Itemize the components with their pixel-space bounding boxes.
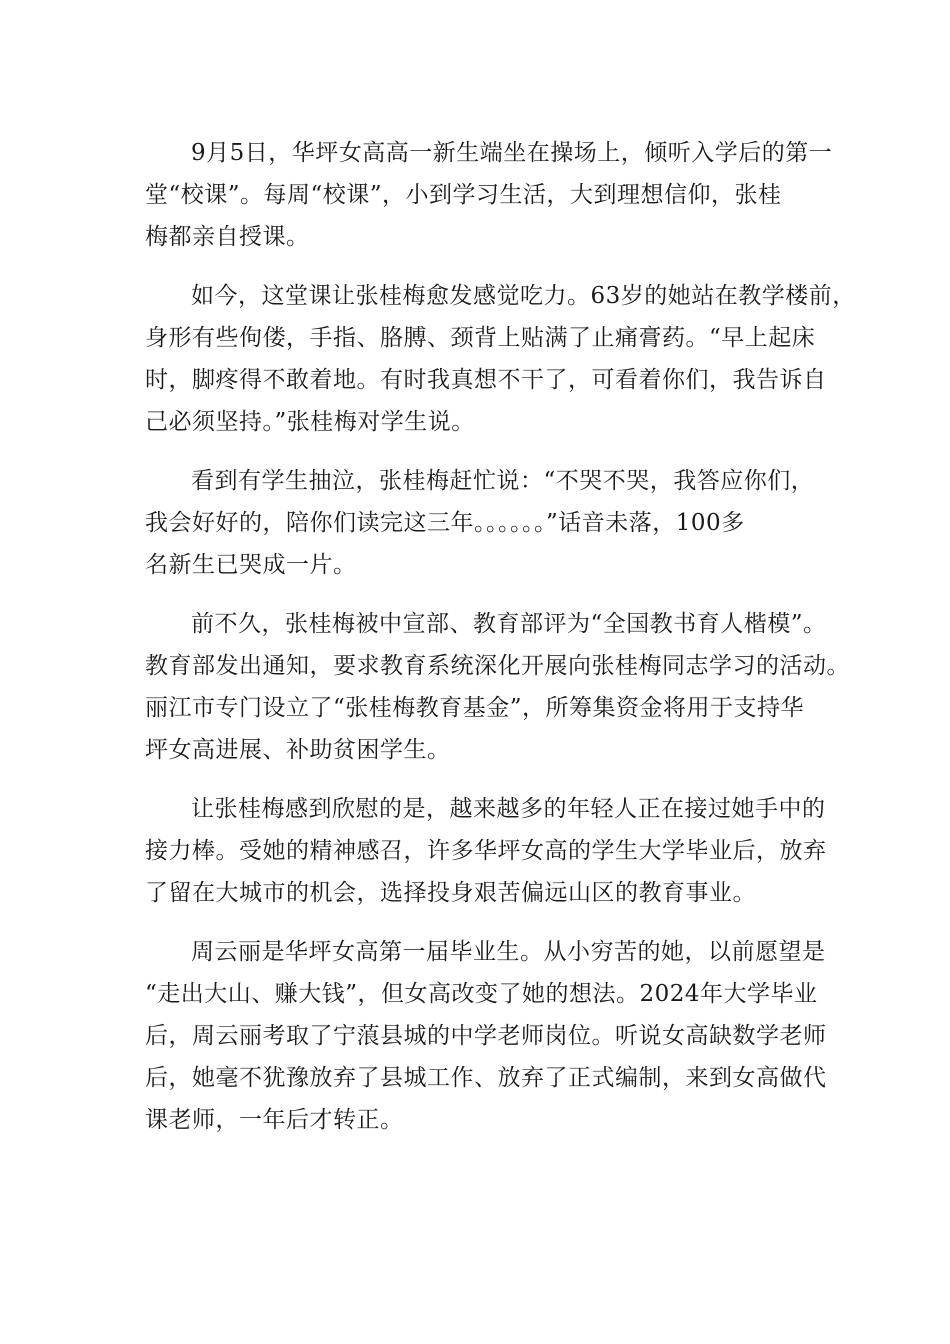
paragraph-line: 名新生已哭成一片。 [145,552,357,578]
paragraph-line: 教育部发出通知，要求教育系统深化开展向张桂梅同志学习的活动。 [145,653,850,679]
article-body [145,132,856,1158]
paragraph-line: 丽江市专门设立了“张桂梅教育基金”，所筹集资金将用于支持华 [145,695,805,721]
paragraph-2 [145,275,856,443]
paragraph-line: 了留在大城市的机会，选择投身艰苦偏远山区的教育事业。 [145,880,756,906]
paragraph-line: 坪女高进展、补助贫困学生。 [145,737,451,763]
paragraph-5 [145,788,835,914]
paragraph-line: 后，周云丽考取了宁蒗县城的中学老师岗位。听说女高缺数学老师 [145,1023,827,1049]
paragraph-3 [145,460,835,586]
paragraph-line: 周云丽是华坪女高第一届毕业生。从小穷苦的她，以前愿望是 [191,939,826,965]
paragraph-line: 堂“校课”。每周“校课”，小到学习生活，大到理想信仰，张桂 [145,182,782,208]
paragraph-line: 后，她毫不犹豫放弃了县城工作、放弃了正式编制，来到女高做代 [145,1065,827,1091]
paragraph-line: 己必须坚持。”张桂梅对学生说。 [145,409,475,435]
paragraph-4 [145,603,850,771]
paragraph-line: 梅都亲自授课。 [145,224,310,250]
paragraph-line: 看到有学生抽泣，张桂梅赶忙说：“不哭不哭，我答应你们， [191,468,815,494]
paragraph-line: 9月5日，华坪女高高一新生端坐在操场上，倾听入学后的第一 [191,140,833,166]
paragraph-line: 身形有些佝偻，手指、胳膊、颈背上贴满了止痛膏药。“早上起床 [145,325,816,351]
paragraph-line: 让张桂梅感到欣慰的是，越来越多的年轻人正在接过她手中的 [191,796,826,822]
paragraph-line: 时，脚疼得不敢着地。有时我真想不干了，可看着你们，我告诉自 [145,367,827,393]
paragraph-line: 前不久，张桂梅被中宣部、教育部评为“全国教书育人楷模”。 [191,611,827,637]
paragraph-line: “走出大山、赚大钱”，但女高改变了她的想法。2024年大学毕业 [145,981,818,1007]
paragraph-6 [145,931,835,1141]
paragraph-1 [145,132,835,258]
paragraph-line: 如今，这堂课让张桂梅愈发感觉吃力。63岁的她站在教学楼前， [191,283,856,309]
paragraph-line: 课老师，一年后才转正。 [145,1107,404,1133]
paragraph-line: 我会好好的，陪你们读完这三年。。。。。。”话音未落，100多 [145,510,745,536]
paragraph-line: 接力棒。受她的精神感召，许多华坪女高的学生大学毕业后，放弃 [145,838,827,864]
